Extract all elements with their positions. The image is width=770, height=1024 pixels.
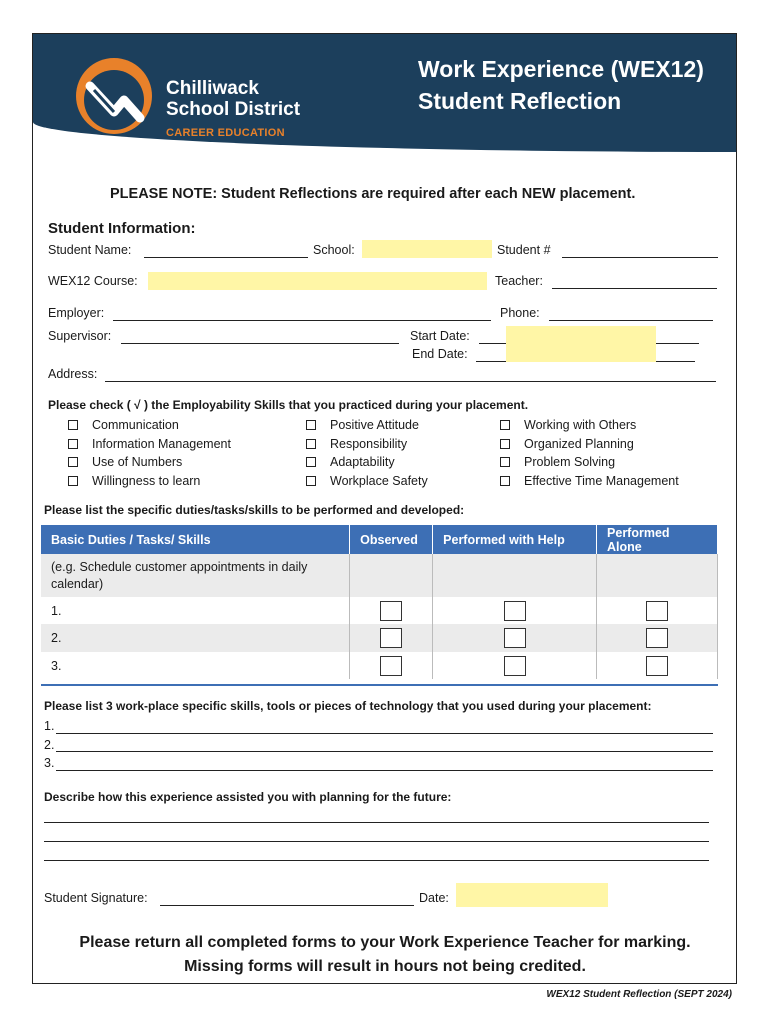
skill-checkbox[interactable]: [68, 455, 182, 469]
checkbox-icon: [500, 439, 510, 449]
skill-label: Use of Numbers: [92, 455, 183, 469]
col-header-performed-alone: Performed Alone: [597, 525, 718, 554]
supervisor-field[interactable]: [121, 343, 399, 344]
checkbox-icon: [306, 457, 316, 467]
performed-help-checkbox[interactable]: [504, 601, 526, 621]
skills-heading: Please check ( √ ) the Employability Skills that you practiced during your placement.: [48, 398, 529, 412]
skill-label: Information Management: [92, 437, 231, 451]
checkbox-icon: [68, 420, 78, 430]
skill-checkbox[interactable]: [306, 437, 407, 451]
end-date-field[interactable]: [506, 344, 656, 362]
skill-checkbox[interactable]: [500, 474, 679, 488]
missing-forms-warning: Missing forms will result in hours not being credited.: [184, 958, 586, 975]
tool-item-label: 3.: [44, 756, 55, 770]
tool-item-label: 2.: [44, 738, 55, 752]
skill-label: Adaptability: [330, 455, 395, 469]
table-cell: [433, 624, 597, 652]
tool-item-field[interactable]: [56, 733, 713, 734]
skill-label: Workplace Safety: [330, 474, 428, 488]
course-label: WEX12 Course:: [48, 274, 138, 288]
duty-row-field[interactable]: 3.: [41, 652, 350, 679]
future-line-field[interactable]: [44, 860, 709, 861]
table-cell: [597, 624, 718, 652]
checkbox-icon: [500, 457, 510, 467]
skill-label: Effective Time Management: [524, 474, 679, 488]
tools-heading: Please list 3 work-place specific skills, tools or pieces of technology that you used during your placement:: [44, 699, 652, 713]
return-instructions: Please return all completed forms to your Work Experience Teacher for marking.: [79, 934, 691, 951]
supervisor-label: Supervisor:: [48, 329, 112, 343]
address-field[interactable]: [105, 381, 716, 382]
duties-heading: Please list the specific duties/tasks/skills to be performed and developed:: [44, 503, 465, 517]
duty-row-field[interactable]: 1.: [41, 597, 350, 624]
checkbox-icon: [68, 476, 78, 486]
phone-field[interactable]: [549, 320, 713, 321]
observed-checkbox[interactable]: [380, 656, 402, 676]
signature-field[interactable]: [160, 905, 414, 906]
address-label: Address:: [48, 367, 98, 381]
col-header-duties: Basic Duties / Tasks/ Skills: [41, 525, 350, 554]
duties-table: [41, 525, 718, 679]
checkbox-icon: [500, 476, 510, 486]
col-header-observed: Observed: [350, 525, 433, 554]
tool-item-field[interactable]: [56, 751, 713, 752]
student-info-heading: Student Information:: [48, 220, 196, 237]
table-cell: [350, 652, 433, 679]
date-label: Date:: [419, 891, 449, 905]
course-field[interactable]: [148, 272, 487, 290]
skill-checkbox[interactable]: [68, 474, 200, 488]
skill-label: Willingness to learn: [92, 474, 201, 488]
duty-row-field[interactable]: 2.: [41, 624, 350, 652]
logo-text-school-district: School District: [166, 99, 301, 120]
tool-item-field[interactable]: [56, 770, 713, 771]
placement-note: PLEASE NOTE: Student Reflections are required after each NEW placement.: [110, 186, 636, 202]
employer-label: Employer:: [48, 306, 105, 320]
skill-label: Responsibility: [330, 437, 408, 451]
table-cell: [350, 597, 433, 624]
signature-label: Student Signature:: [44, 891, 148, 905]
student-name-label: Student Name:: [48, 243, 132, 257]
district-logo-icon: [74, 56, 154, 136]
student-number-field[interactable]: [562, 257, 718, 258]
skill-label: Working with Others: [524, 418, 637, 432]
future-line-field[interactable]: [44, 822, 709, 823]
performed-help-checkbox[interactable]: [504, 628, 526, 648]
observed-checkbox[interactable]: [380, 601, 402, 621]
table-cell: [597, 597, 718, 624]
skill-checkbox[interactable]: [306, 418, 419, 432]
table-cell: [433, 652, 597, 679]
skill-label: Organized Planning: [524, 437, 634, 451]
table-bottom-rule: [41, 684, 718, 686]
performed-help-checkbox[interactable]: [504, 656, 526, 676]
col-header-performed-help: Performed with Help: [433, 525, 597, 554]
checkbox-icon: [306, 476, 316, 486]
table-cell: [350, 554, 433, 597]
skill-label: Positive Attitude: [330, 418, 419, 432]
employer-field[interactable]: [113, 320, 491, 321]
table-cell: [597, 554, 718, 597]
table-cell: [433, 597, 597, 624]
date-field[interactable]: [456, 883, 608, 907]
table-row: [41, 652, 718, 679]
skill-label: Communication: [92, 418, 179, 432]
checkbox-icon: [68, 457, 78, 467]
teacher-field[interactable]: [552, 288, 717, 289]
example-duty: (e.g. Schedule customer appointments in daily calendar): [41, 554, 350, 597]
table-row: [41, 624, 718, 652]
performed-alone-checkbox[interactable]: [646, 656, 668, 676]
checkbox-icon: [500, 420, 510, 430]
logo-text-career-education: CAREER EDUCATION: [166, 127, 285, 139]
table-cell: [350, 624, 433, 652]
logo-text-chilliwack: Chilliwack: [166, 78, 259, 99]
form-subtitle: Student Reflection: [418, 88, 622, 114]
school-field[interactable]: [362, 240, 492, 258]
checkbox-icon: [306, 439, 316, 449]
table-cell: [433, 554, 597, 597]
start-date-field[interactable]: [506, 326, 656, 344]
skill-checkbox[interactable]: [306, 455, 395, 469]
table-cell: [597, 652, 718, 679]
performed-alone-checkbox[interactable]: [646, 628, 668, 648]
form-version: WEX12 Student Reflection (SEPT 2024): [546, 989, 732, 1000]
checkbox-icon: [68, 439, 78, 449]
table-row: [41, 597, 718, 624]
skill-checkbox[interactable]: [306, 474, 428, 488]
future-line-field[interactable]: [44, 841, 709, 842]
skill-checkbox[interactable]: [500, 437, 634, 451]
tool-item-label: 1.: [44, 719, 55, 733]
checkbox-icon: [306, 420, 316, 430]
school-label: School:: [313, 243, 355, 257]
performed-alone-checkbox[interactable]: [646, 601, 668, 621]
form-title: Work Experience (WEX12): [418, 56, 704, 82]
student-name-field[interactable]: [144, 257, 308, 258]
end-date-label: End Date:: [412, 347, 468, 361]
start-date-label: Start Date:: [410, 329, 470, 343]
student-number-label: Student #: [497, 243, 551, 257]
skill-checkbox[interactable]: [500, 418, 636, 432]
skill-label: Problem Solving: [524, 455, 616, 469]
skill-checkbox[interactable]: [68, 437, 231, 451]
phone-label: Phone:: [500, 306, 540, 320]
teacher-label: Teacher:: [495, 274, 543, 288]
observed-checkbox[interactable]: [380, 628, 402, 648]
skill-checkbox[interactable]: [68, 418, 179, 432]
skill-checkbox[interactable]: [500, 455, 615, 469]
future-heading: Describe how this experience assisted you with planning for the future:: [44, 790, 452, 804]
